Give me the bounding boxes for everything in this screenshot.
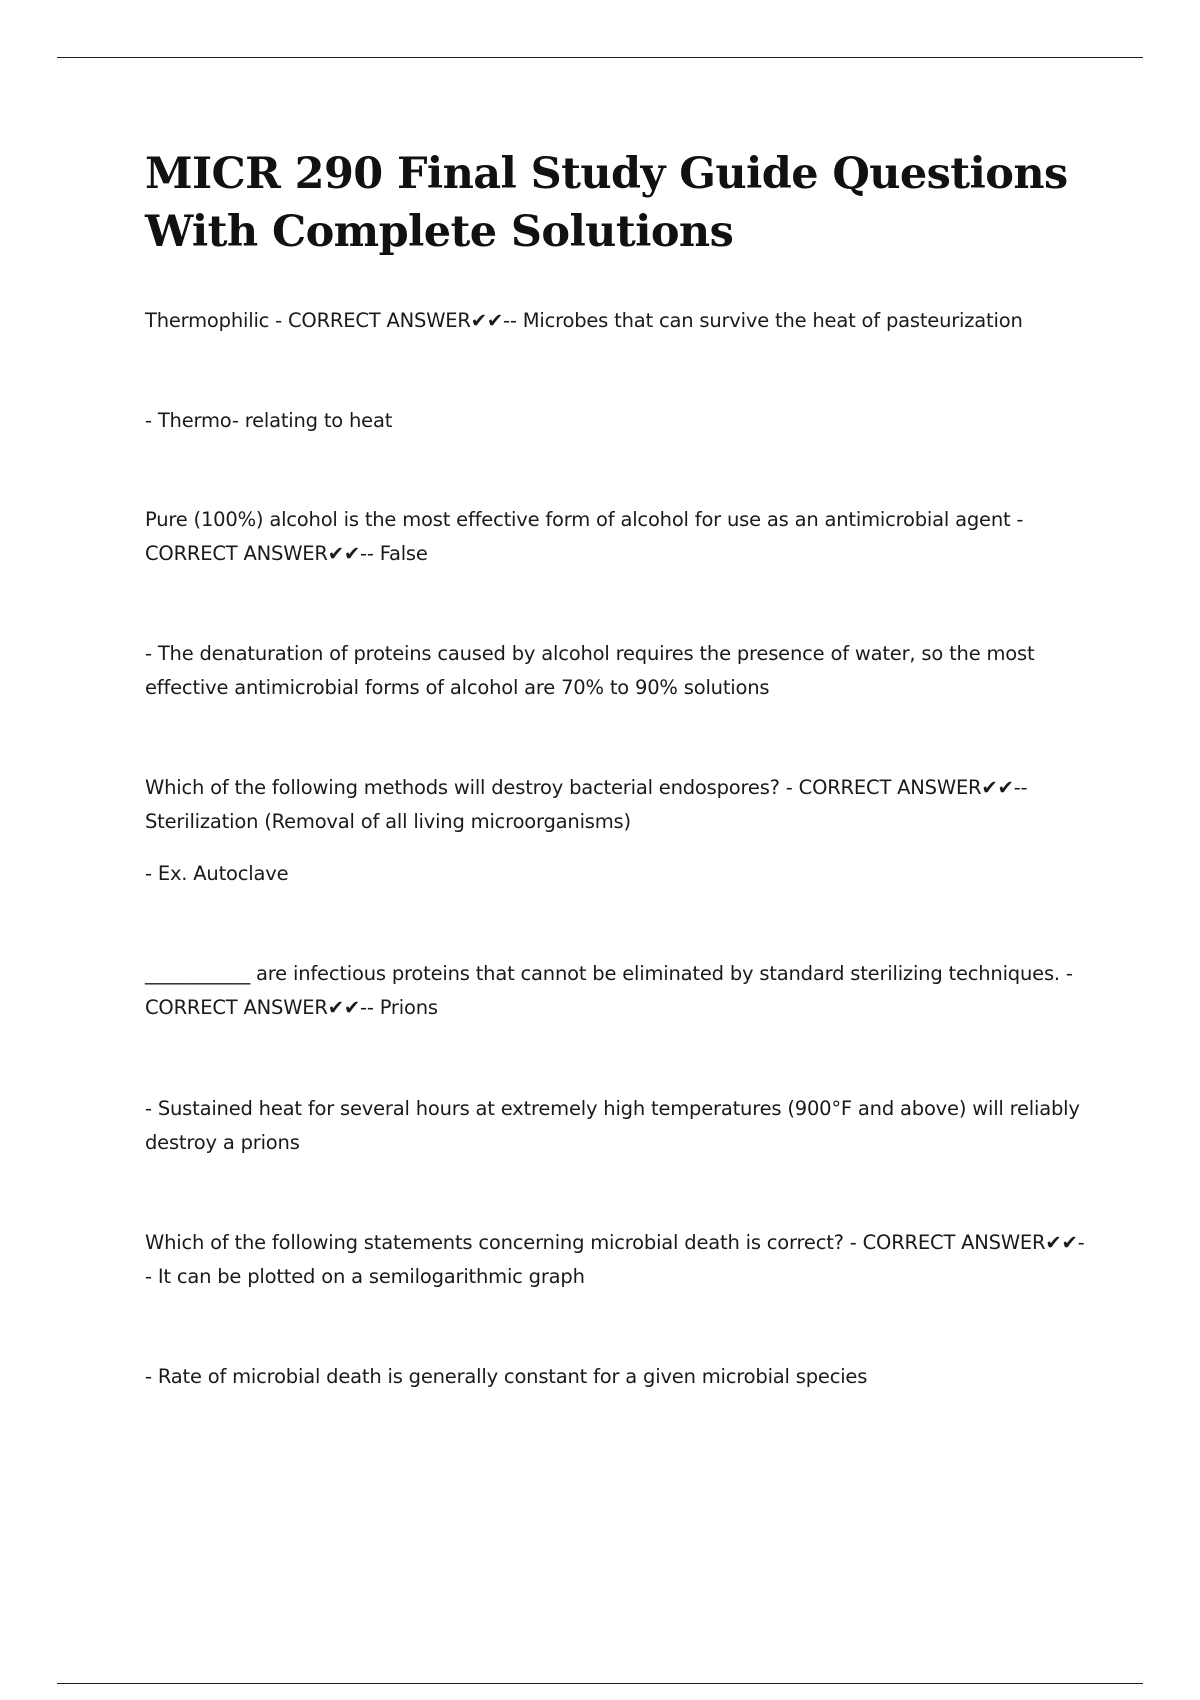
footer-rule [57,1683,1143,1684]
header-rule [57,57,1143,58]
paragraph-prions-answer: ___________ are infectious proteins that cannot be eliminated by standard sterilizing techniques. - CORRECT ANSWER✔✔-- Prions [145,962,1073,1019]
paragraph-alcohol-answer: Pure (100%) alcohol is the most effective form of alcohol for use as an antimicrobial agent - CORRECT ANSWER✔✔-- False [145,508,1024,565]
paragraph-endospores-answer: Which of the following methods will destroy bacterial endospores? - CORRECT ANSWER✔✔-- Sterilization (Removal of all living microorganisms) [145,776,1028,833]
paragraph-alcohol-note: - The denaturation of proteins caused by alcohol requires the presence of water, so the most effective antimicrobial forms of alcohol are 70% to 90% solutions [145,642,1035,699]
paragraph-microbial-death-answer: Which of the following statements concerning microbial death is correct? - CORRECT ANSWER✔✔-- It can be plotted on a semilogarithmic graph [145,1231,1085,1288]
paragraph-prions-note: - Sustained heat for several hours at extremely high temperatures (900°F and above) will reliably destroy a prions [145,1097,1080,1154]
paragraph-thermophilic-answer: Thermophilic - CORRECT ANSWER✔✔-- Microbes that can survive the heat of pasteurization [145,309,1023,332]
document-title: MICR 290 Final Study Guide Questions With Complete Solutions [145,149,1068,257]
paragraph-thermo-note: - Thermo- relating to heat [145,409,393,432]
paragraph-death-rate-note: - Rate of microbial death is generally constant for a given microbial species [145,1365,868,1388]
paragraph-autoclave-note: - Ex. Autoclave [145,862,289,885]
